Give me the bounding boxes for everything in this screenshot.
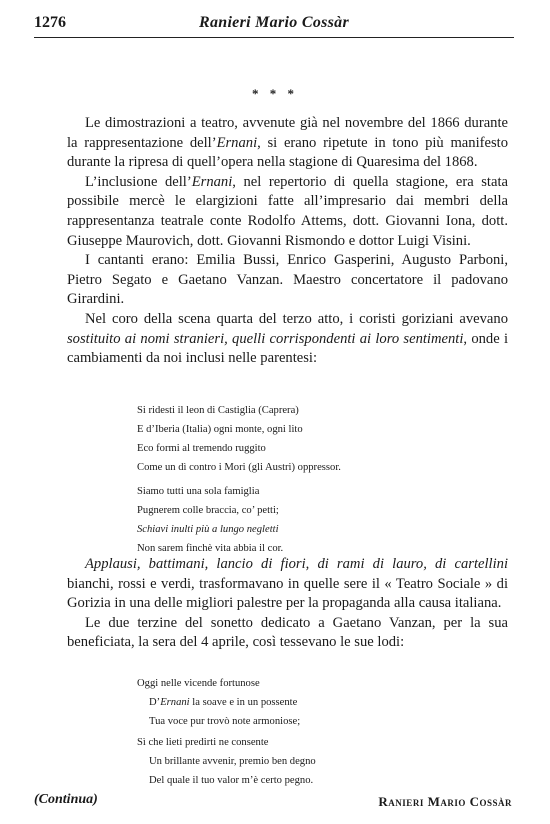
verse-line: Un brillante avvenir, premio ben degno [149, 756, 316, 767]
chorus-stanza-1 [137, 401, 341, 477]
sonnet-tercet-2 [137, 733, 316, 790]
paragraph-2: L’inclusione dell’Ernani, nel repertorio di quella stagione, era stata possibile mercè le elargizioni fatte all’impresario dai membri della rappresentanza teatrale conte Rodolfo Attems, dott. Giovanni Iona, dott. Giuseppe Maurovich, dott. Giovanni Rismondo e dottor Luigi Visini. [67, 173, 508, 249]
author-signature: Ranieri Mario Cossàr [378, 794, 512, 809]
verse-line: Tua voce pur trovò note armoniose; [149, 716, 301, 727]
verse-line: Eco formi al tremendo ruggito [137, 443, 266, 454]
verse-line: Oggi nelle vicende fortunose [137, 678, 260, 689]
page-number: 1276 [34, 14, 66, 31]
main-text-lower [67, 555, 508, 653]
verse-line: Come un dì contro i Mori (gli Austri) oppressor. [137, 462, 341, 473]
page-header [34, 12, 514, 36]
paragraph-3: I cantanti erano: Emilia Bussi, Enrico Gasperini, Augusto Parboni, Pietro Segato e Gaetano Vanzan. Maestro concertatore il padovano Girardini. [67, 252, 508, 308]
verse-line: Non sarem finchè vita abbia il cor. [137, 543, 284, 554]
chorus-stanza-2 [137, 482, 283, 558]
running-title: Ranieri Mario Cossàr [198, 14, 350, 31]
header-rule [34, 37, 514, 38]
main-text-upper [67, 114, 508, 369]
paragraph-1: Le dimostrazioni a teatro, avvenute già nel novembre del 1866 durante la rappresentazione dell’Ernani, si erano ripetute in tono più manifesto durante la ripresa di quell’opera nella stagione di Quaresima del 1868. [67, 115, 508, 171]
paragraph-6: Le due terzine del sonetto dedicato a Gaetano Vanzan, per la sua beneficiata, la sera del 4 aprile, così tessevano le sue lodi: [67, 614, 508, 651]
paragraph-4: Nel coro della scena quarta del terzo atto, i coristi goriziani avevano sostituito ai nomi stranieri, quelli corrispondenti ai loro sentimenti, onde i cambiamenti da noi inclusi nelle parentesi: [67, 310, 509, 367]
verse-line: E d’Iberia (Italia) ogni monte, ogni lito [137, 424, 303, 435]
verse-line: Siamo tutti una sola famiglia [137, 486, 260, 497]
paragraph-5: Applausi, battimani, lancio di fiori, di rami di lauro, di cartellini bianchi, rossi e verdi, trasformavano in quelle sere il « Teatro Sociale » di Gorizia in una delle migliori palestre per la propaganda alla causa italiana. [67, 556, 508, 612]
sonnet-tercet-1 [137, 674, 300, 731]
verse-line: Del quale il tuo valor m’è certo pegno. [149, 775, 314, 786]
section-separator: * * * [252, 86, 298, 101]
verse-line: D’Ernani la soave e in un possente [149, 697, 298, 708]
continued-note: (Continua) [34, 792, 98, 807]
verse-line: Sì che lieti predirti ne consente [137, 737, 269, 748]
verse-line: Pugnerem colle braccia, co’ petti; [137, 505, 279, 516]
verse-line: Schiavi inulti più a lungo negletti [137, 524, 279, 535]
verse-line: Si ridesti il leon di Castiglia (Caprera) [137, 405, 299, 416]
